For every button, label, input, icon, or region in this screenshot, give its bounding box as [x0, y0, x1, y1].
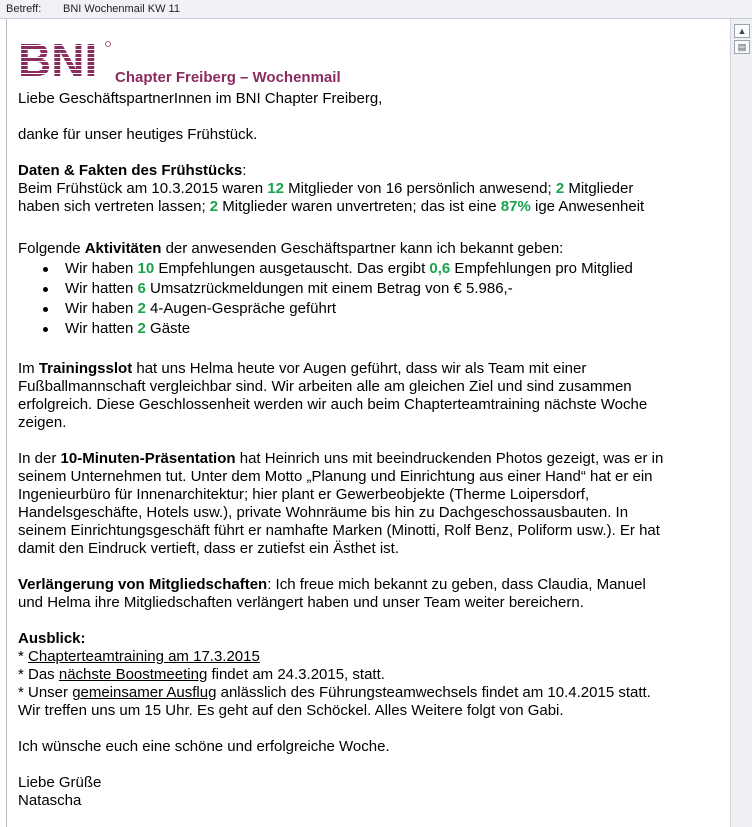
- training-paragraph: Im Trainingsslot hat uns Helma heute vor Augen geführt, dass wir als Team mit einer Fußballmannschaft vergleichbar sind. Wir arbeiten alle am gleichen Ziel und sind zusammen erfolgreich. Diese Geschlossenheit werden wir auch beim Chapterteamtraining nächste Woche zeigen.: [18, 360, 648, 431]
- ausflug-link[interactable]: gemeinsamer Ausflug: [72, 684, 217, 701]
- represented-count: 2: [555, 180, 565, 197]
- list-item: Wir haben 10 Empfehlungen ausgetauscht. Das ergibt 0,6 Empfehlungen pro Mitglied: [65, 260, 718, 278]
- greeting: Liebe GeschäftspartnerInnen im BNI Chapter Freiberg,: [18, 90, 383, 107]
- boostmeeting-link[interactable]: nächste Boostmeeting: [58, 666, 208, 683]
- facts-heading: Daten & Fakten des Frühstücks: [18, 162, 243, 179]
- list-item: Wir haben 2 4-Augen-Gespräche geführt: [65, 300, 718, 318]
- present-count: 12: [267, 180, 284, 197]
- activities-intro: Folgende Aktivitäten der anwesenden Geschäftspartner kann ich bekannt geben:: [18, 240, 564, 257]
- signature: Natascha: [18, 792, 82, 809]
- activities-list: [18, 260, 718, 338]
- vertical-scrollbar[interactable]: [730, 19, 752, 827]
- facts-line-1: Beim Frühstück am 10.3.2015 waren 12 Mitglieder von 16 persönlich anwesend; 2 Mitglieder: [18, 180, 634, 197]
- facts-section: Daten & Fakten des Frühstücks:: [18, 162, 247, 179]
- unrepresented-count: 2: [209, 198, 219, 215]
- subject-label: Betreff:: [6, 3, 42, 15]
- wish-line: Ich wünsche euch eine schöne und erfolgreiche Woche.: [18, 738, 390, 755]
- page-icon[interactable]: ▤: [734, 40, 750, 54]
- facts-line-2: haben sich vertreten lassen; 2 Mitglieder waren unvertreten; das ist eine 87% ige Anwesenheit: [18, 198, 645, 215]
- closing-line: Liebe Grüße: [18, 774, 102, 791]
- attendance-percent: 87%: [500, 198, 531, 215]
- email-content: [18, 34, 718, 810]
- list-item: Wir hatten 6 Umsatzrückmeldungen mit einem Betrag von € 5.986,-: [65, 280, 718, 298]
- outlook-section: Ausblick: * Chapterteamtraining am 17.3.2015 * Das nächste Boostmeeting findet am 24.3.2015, statt. * Unser gemeinsamer Ausflug anlässlich des Führungsteamwechsels findet am 10.4.2015 statt. Wir treffen uns um 15 Uhr. Es geht auf den Schöckel. Alles Weitere folgt von Gabi.: [18, 630, 651, 719]
- renewal-paragraph: Verlängerung von Mitgliedschaften: Ich freue mich bekannt zu geben, dass Claudia, Manuel und Helma ihre Mitgliedschaften verlängert haben und unser Team weiter bereichern.: [18, 576, 646, 611]
- outlook-heading: Ausblick:: [18, 630, 86, 647]
- chapterteamtraining-link[interactable]: Chapterteamtraining am 17.3.2015: [28, 648, 260, 665]
- list-item: Wir hatten 2 Gäste: [65, 320, 718, 338]
- presentation-paragraph: In der 10-Minuten-Präsentation hat Heinrich uns mit beeindruckenden Photos gezeigt, was er in seinem Unternehmen tut. Unter dem Motto „Planung und Einrichtung aus einer Hand“ hat er ein Ingenieurbüro für Innenarchitektur; hier plant er Gewerbeobjekte (Therme Loipersdorf, Handelsgeschäfte, Hotels usw.), private Wohnräume bis hin zu Dachgeschossausbauten. In seinem Einrichtungsgeschäft führt er namhafte Marken (Minotti, Rolf Benz, Poliform usw.). Er hat damit den Eindruck vertieft, dass er zutiefst ein Ästhet ist.: [18, 450, 664, 557]
- message-header-bar: [0, 0, 752, 19]
- thanks-line: danke für unser heutiges Frühstück.: [18, 126, 258, 143]
- bni-logo: [18, 38, 114, 80]
- subject-value: BNI Wochenmail KW 11: [63, 3, 180, 15]
- bni-logo-text: BNI: [18, 38, 98, 80]
- scroll-up-icon[interactable]: ▲: [734, 24, 750, 38]
- header-logo-row: [18, 34, 718, 88]
- chapter-title: Chapter Freiberg – Wochenmail: [115, 69, 341, 86]
